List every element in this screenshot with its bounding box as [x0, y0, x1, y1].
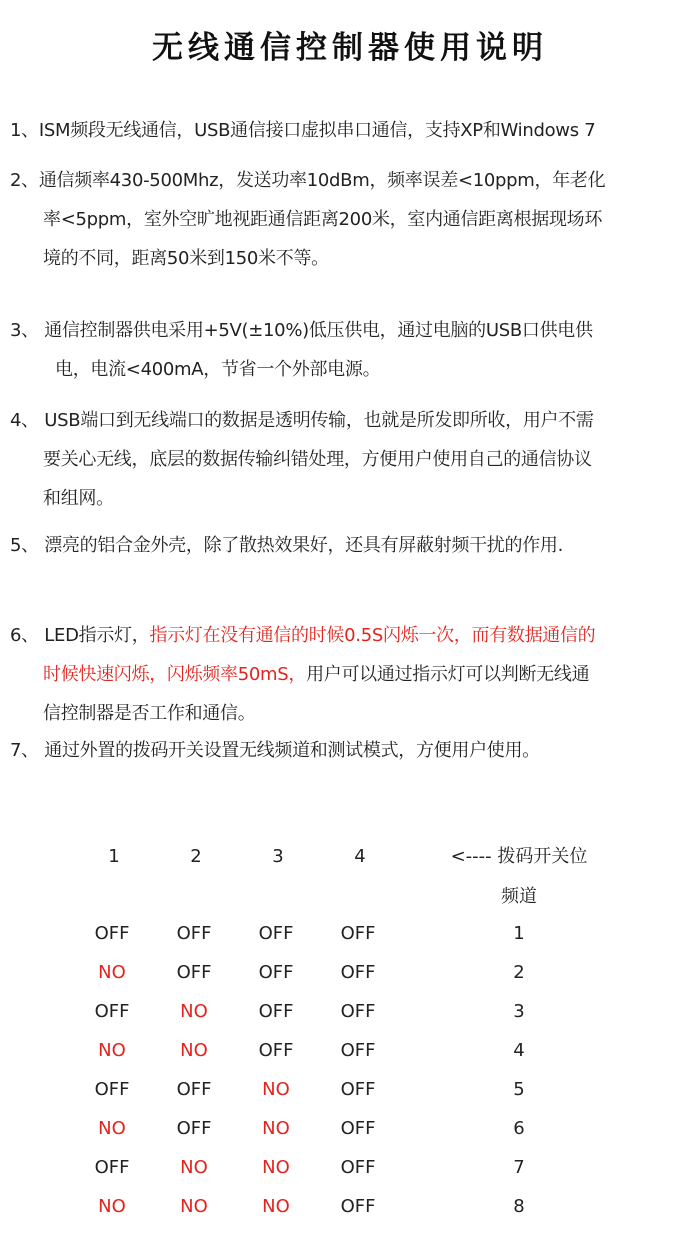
switch-state: OFF	[94, 1157, 130, 1178]
page-title: 无线通信控制器使用说明	[152, 30, 548, 66]
channel-number: 3	[513, 1001, 525, 1022]
switch-state: NO	[180, 1157, 208, 1178]
switch-state: NO	[262, 1157, 290, 1178]
instruction-line	[43, 240, 329, 278]
line-text: 3、 通信控制器供电采用+5V(±10%)低压供电，通过电脑的USB口供电供	[10, 320, 593, 341]
dip-switch-table	[0, 835, 700, 1235]
switch-state: NO	[262, 1118, 290, 1139]
channel-number: 6	[513, 1118, 525, 1139]
switch-position-header: 1	[108, 846, 120, 867]
switch-state: NO	[98, 962, 126, 983]
switch-state: OFF	[176, 923, 212, 944]
instruction-line	[10, 732, 540, 770]
switch-state: OFF	[176, 1118, 212, 1139]
instruction-line	[10, 162, 605, 200]
switch-state: OFF	[176, 962, 212, 983]
switch-state: OFF	[340, 1196, 376, 1217]
switch-position-header: 2	[190, 846, 202, 867]
channel-number: 8	[513, 1196, 525, 1217]
switch-state: OFF	[340, 923, 376, 944]
highlight-text: 指示灯在没有通信的时候0.5S闪烁一次，而有数据通信的	[149, 625, 596, 646]
switch-state: NO	[98, 1196, 126, 1217]
instruction-line	[43, 695, 255, 733]
instruction-line	[43, 441, 592, 479]
instruction-line	[10, 527, 563, 565]
switch-state: NO	[262, 1196, 290, 1217]
switch-state: OFF	[94, 1079, 130, 1100]
switch-state: NO	[180, 1196, 208, 1217]
line-text: 和组网。	[43, 488, 114, 509]
switch-state: OFF	[340, 1157, 376, 1178]
switch-position-header: 3	[272, 846, 284, 867]
switch-state: NO	[262, 1079, 290, 1100]
channel-header: 频道	[501, 886, 537, 907]
switch-state: OFF	[340, 1118, 376, 1139]
channel-number: 7	[513, 1157, 525, 1178]
switch-state: OFF	[340, 962, 376, 983]
line-text: 率<5ppm，室外空旷地视距通信距离200米，室内通信距离根据现场环	[43, 209, 603, 230]
switch-state: OFF	[340, 1040, 376, 1061]
switch-position-label: <---- 拨码开关位	[450, 846, 588, 867]
switch-state: OFF	[258, 1001, 294, 1022]
instruction-line	[10, 402, 594, 440]
instruction-line	[10, 617, 595, 655]
instruction-line	[43, 201, 602, 239]
switch-state: OFF	[258, 1040, 294, 1061]
line-text: 6、 LED指示灯，	[10, 625, 150, 646]
instruction-line	[43, 656, 589, 694]
line-text: 5、 漂亮的铝合金外壳，除了散热效果好，还具有屏蔽射频干扰的作用.	[10, 535, 563, 556]
switch-state: OFF	[258, 923, 294, 944]
channel-number: 1	[513, 923, 525, 944]
switch-state: OFF	[176, 1079, 212, 1100]
line-text: 4、 USB端口到无线端口的数据是透明传输，也就是所发即所收，用户不需	[10, 410, 594, 431]
instruction-line	[10, 312, 593, 350]
switch-state: NO	[180, 1040, 208, 1061]
line-text: 信控制器是否工作和通信。	[43, 703, 256, 724]
instruction-line	[10, 112, 595, 150]
channel-number: 5	[513, 1079, 525, 1100]
highlight-text: 时候快速闪烁，闪烁频率50mS，	[43, 664, 307, 685]
line-text: 电，电流<400mA，节省一个外部电源。	[55, 359, 381, 380]
instruction-line	[55, 351, 380, 389]
instruction-line	[43, 480, 114, 518]
line-text: 用户可以通过指示灯可以判断无线通	[306, 664, 590, 685]
switch-state: NO	[98, 1118, 126, 1139]
line-text: 7、 通过外置的拨码开关设置无线频道和测试模式，方便用户使用。	[10, 740, 540, 761]
switch-state: OFF	[94, 1001, 130, 1022]
switch-state: NO	[98, 1040, 126, 1061]
switch-state: OFF	[258, 962, 294, 983]
switch-position-header: 4	[354, 846, 366, 867]
line-text: 1、ISM频段无线通信，USB通信接口虚拟串口通信，支持XP和Windows 7	[10, 120, 596, 141]
switch-state: OFF	[340, 1079, 376, 1100]
line-text: 2、通信频率430-500Mhz，发送功率10dBm，频率误差<10ppm，年老化	[10, 170, 606, 191]
line-text: 境的不同，距离50米到150米不等。	[43, 248, 329, 269]
switch-state: OFF	[340, 1001, 376, 1022]
channel-number: 2	[513, 962, 525, 983]
switch-state: OFF	[94, 923, 130, 944]
switch-state: NO	[180, 1001, 208, 1022]
channel-number: 4	[513, 1040, 525, 1061]
line-text: 要关心无线，底层的数据传输纠错处理，方便用户使用自己的通信协议	[43, 449, 592, 470]
